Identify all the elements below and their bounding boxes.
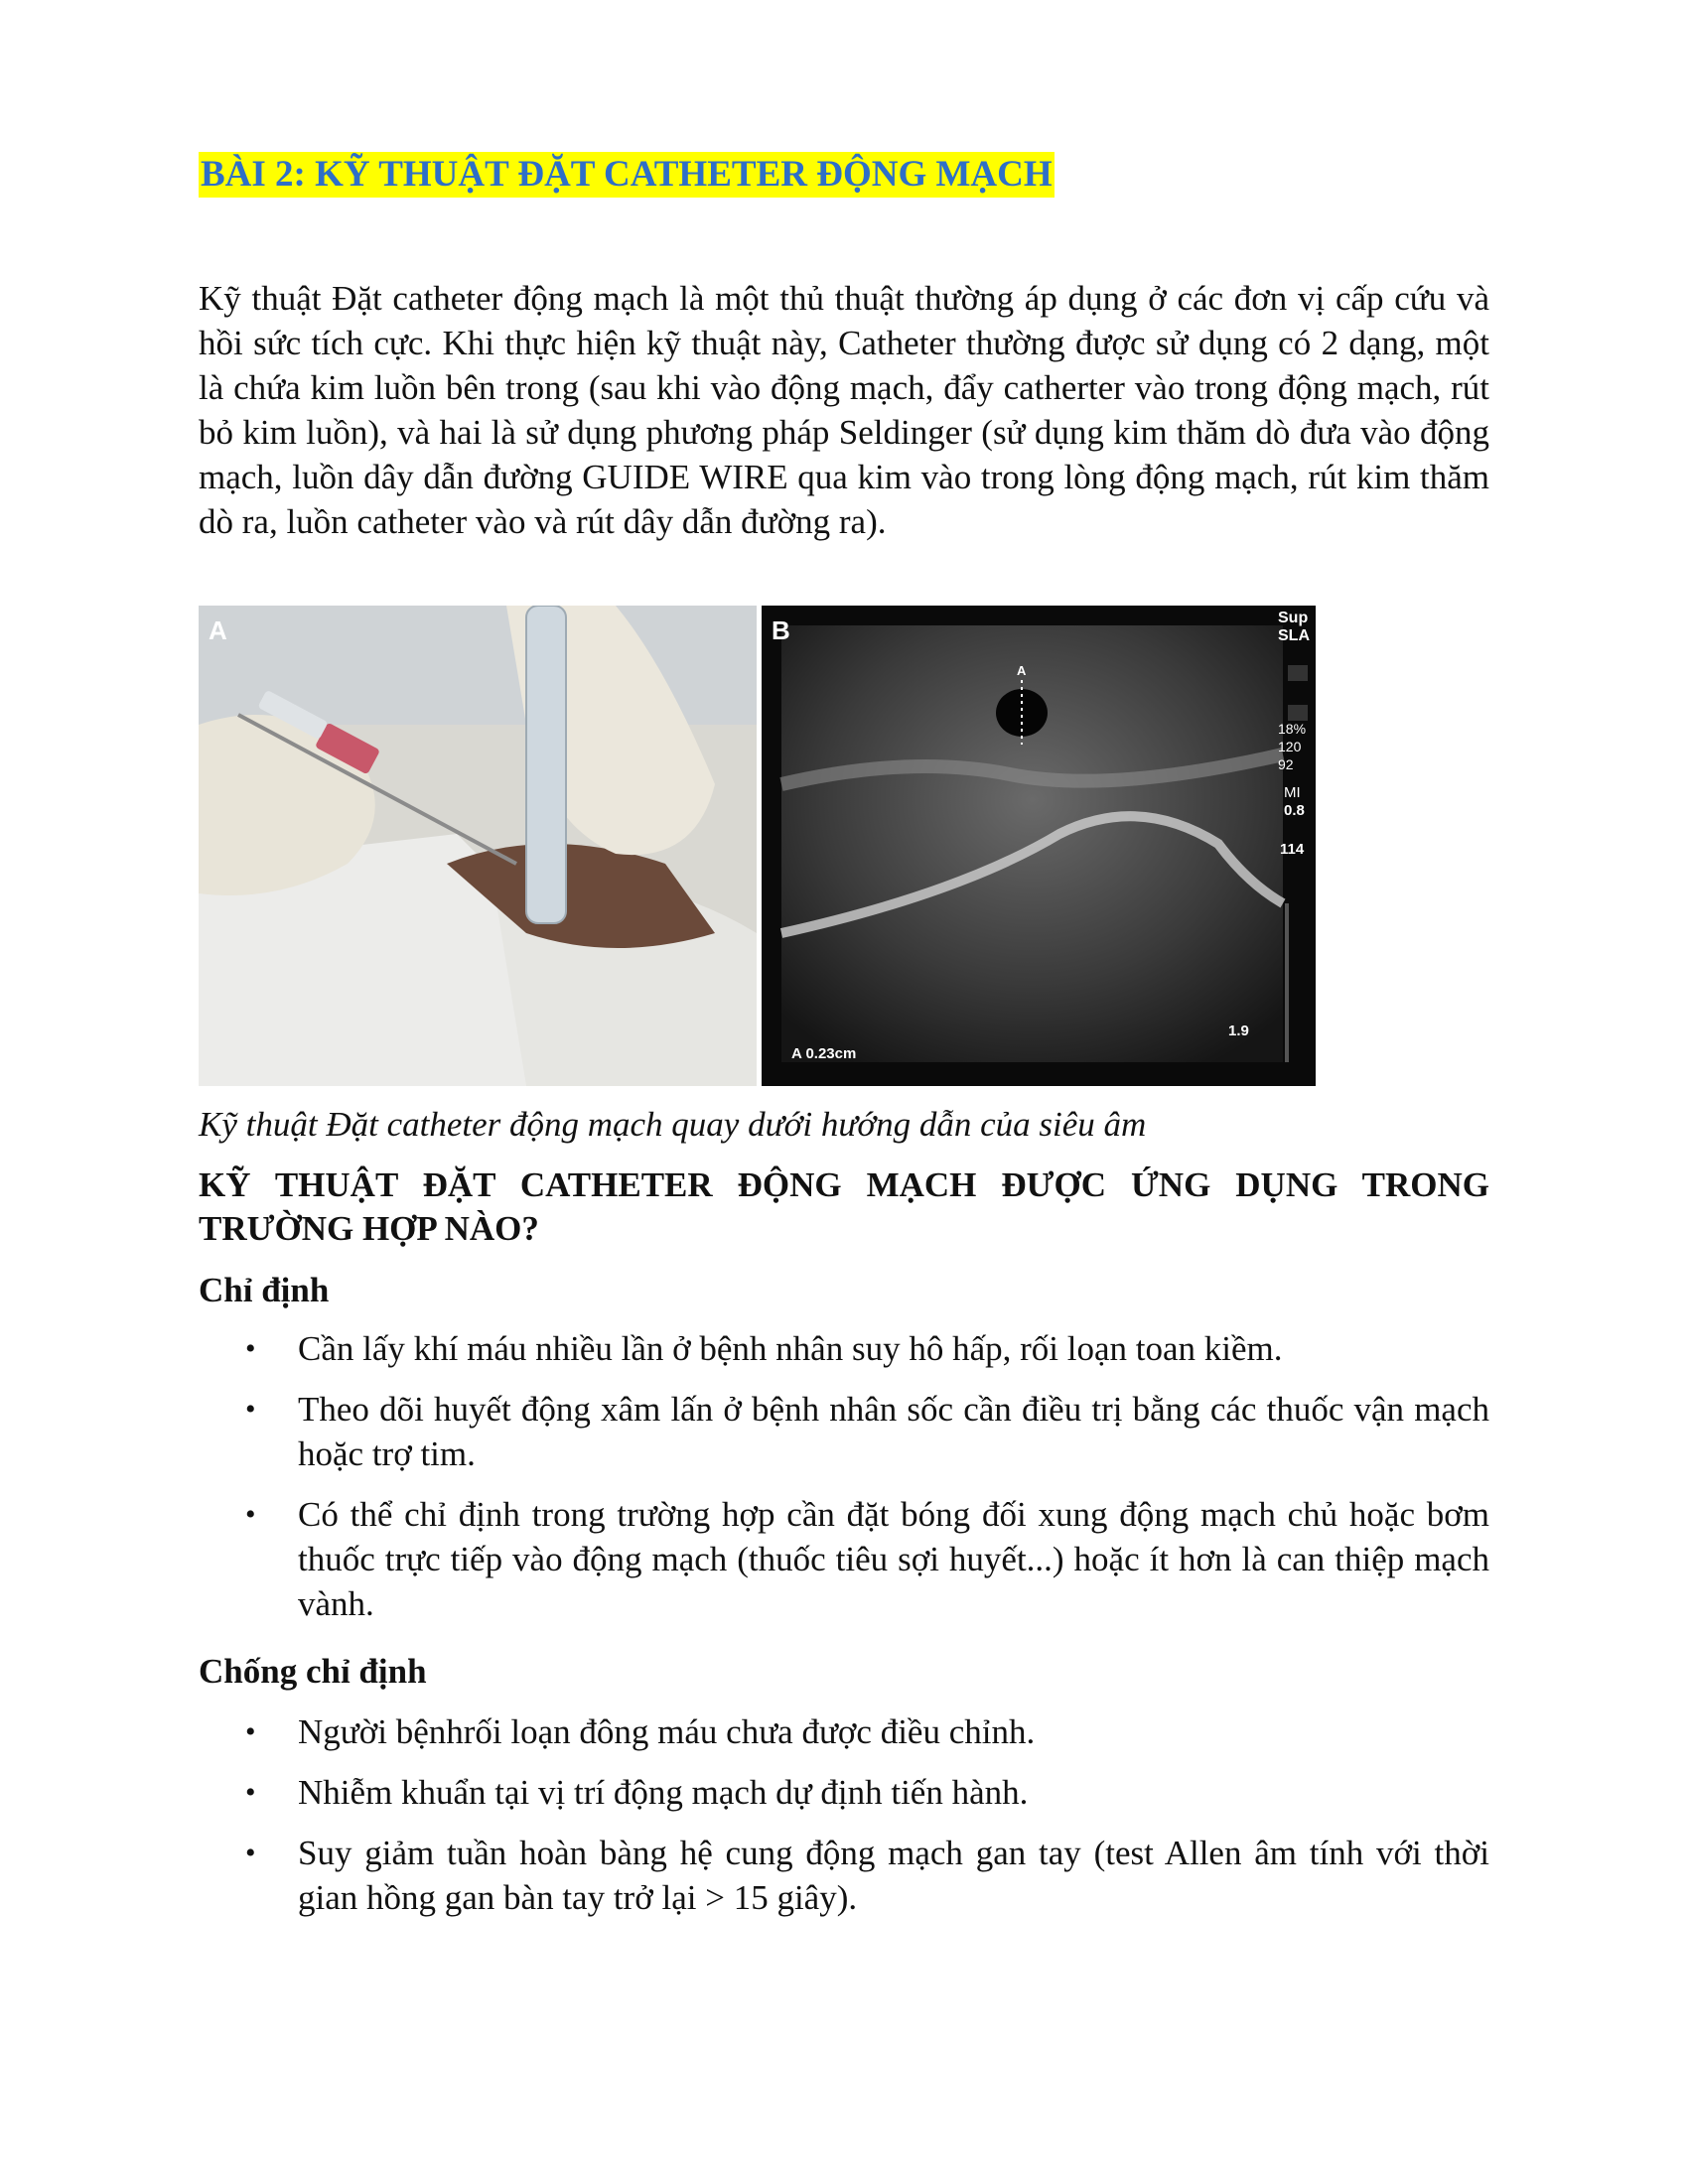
bullet-icon: • xyxy=(245,1393,256,1426)
us-orientation-label: Sup SLA xyxy=(1278,610,1310,644)
us-readouts: 18% 120 92 xyxy=(1278,721,1307,772)
list-item: • Người bệnhrối loạn đông máu chưa được điều chỉnh. xyxy=(199,1709,1489,1754)
indications-heading: Chỉ định xyxy=(199,1271,330,1309)
us-mi-readout: MI 0.8 xyxy=(1284,784,1305,819)
us-measurement: A 0.23cm xyxy=(791,1045,857,1062)
ultrasound-illustration xyxy=(762,606,1316,1086)
contraindications-heading: Chống chỉ định xyxy=(199,1652,427,1691)
list-item: • Suy giảm tuần hoàn bàng hệ cung động mạch gan tay (test Allen âm tính với thời gian hồng gan bàn tay trở lại > 15 giây). xyxy=(199,1831,1489,1920)
bullet-icon: • xyxy=(245,1837,256,1869)
figure-caption: Kỹ thuật Đặt catheter động mạch quay dưới hướng dẫn của siêu âm xyxy=(199,1105,1147,1144)
ultrasound-image xyxy=(762,606,1316,1086)
list-item: • Cần lấy khí máu nhiều lần ở bệnh nhân suy hô hấp, rối loạn toan kiềm. xyxy=(199,1326,1489,1371)
procedure-photo xyxy=(199,606,757,1086)
bullet-icon: • xyxy=(245,1715,256,1748)
us-depth: 1.9 xyxy=(1228,1023,1249,1039)
indications-list xyxy=(199,1326,1489,1642)
bullet-icon: • xyxy=(245,1498,256,1531)
us-vessel-marker: A xyxy=(1017,663,1027,678)
us-value-readout: 114 xyxy=(1280,841,1305,858)
list-item: • Nhiễm khuẩn tại vị trí động mạch dự định tiến hành. xyxy=(199,1770,1489,1815)
bullet-icon: • xyxy=(245,1776,256,1809)
panel-b-label: B xyxy=(772,615,790,645)
document-title: BÀI 2: KỸ THUẬT ĐẶT CATHETER ĐỘNG MẠCH xyxy=(199,152,1055,198)
bullet-icon: • xyxy=(245,1332,256,1365)
intro-paragraph: Kỹ thuật Đặt catheter động mạch là một thủ thuật thường áp dụng ở các đơn vị cấp cứu và hồi sức tích cực. Khi thực hiện kỹ thuật này, Catheter thường được sử dụng có 2 dạng, một là chứa kim luồn bên trong (sau khi vào động mạch, đẩy catherter vào trong động mạch, rút bỏ kim luồn), và hai là sử dụng phương pháp Seldinger (sử dụng kim thăm dò đưa vào động mạch, luồn dây dẫn đường GUIDE WIRE qua kim vào trong lòng động mạch, rút kim thăm dò ra, luồn catheter vào và rút dây dẫn đường ra). xyxy=(199,279,1489,541)
panel-a-label: A xyxy=(209,615,227,645)
list-item: • Theo dõi huyết động xâm lấn ở bệnh nhân sốc cần điều trị bằng các thuốc vận mạch hoặc trợ tim. xyxy=(199,1387,1489,1476)
section-heading: KỸ THUẬT ĐẶT CATHETER ĐỘNG MẠCH ĐƯỢC ỨNG DỤNG TRONG TRƯỜNG HỢP NÀO? xyxy=(199,1165,1489,1248)
list-item: • Có thể chỉ định trong trường hợp cần đặt bóng đối xung động mạch chủ hoặc bơm thuốc trực tiếp vào động mạch (thuốc tiêu sợi huyết...) hoặc ít hơn là can thiệp mạch vành. xyxy=(199,1492,1489,1626)
procedure-illustration xyxy=(199,606,757,1086)
contraindications-list xyxy=(199,1709,1489,1936)
